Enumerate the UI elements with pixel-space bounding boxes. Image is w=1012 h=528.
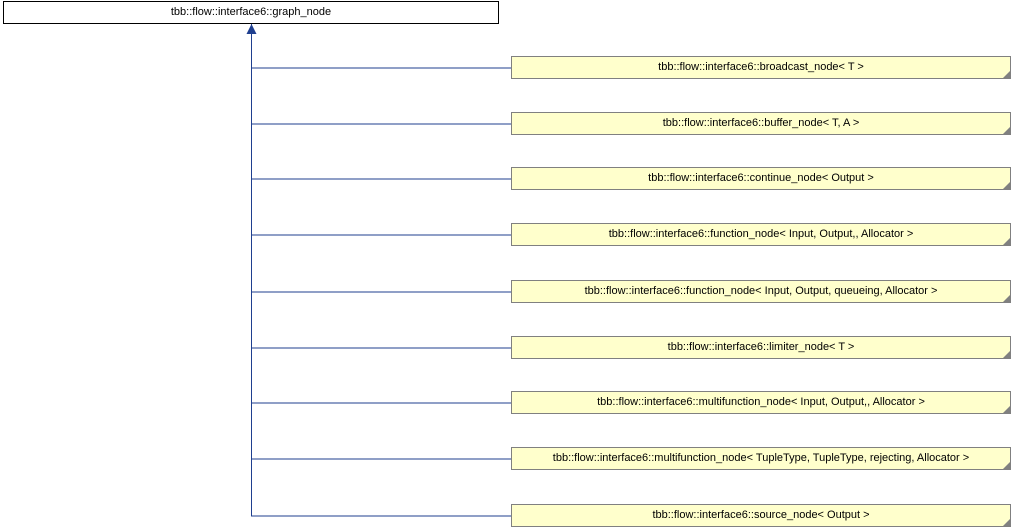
node-label: tbb::flow::interface6::multifunction_node< TupleType, TupleType, rejecting, Allocator > bbox=[552, 452, 970, 465]
node-label: tbb::flow::interface6::broadcast_node< T > bbox=[658, 61, 864, 74]
node-label: tbb::flow::interface6::graph_node bbox=[170, 6, 332, 19]
node-label: tbb::flow::interface6::limiter_node< T > bbox=[667, 341, 855, 354]
inheritance-arrowhead bbox=[247, 24, 257, 34]
derived-class-node-0[interactable] bbox=[511, 56, 1011, 79]
derived-class-node-2[interactable] bbox=[511, 167, 1011, 190]
node-label: tbb::flow::interface6::source_node< Output > bbox=[652, 509, 870, 522]
derived-class-node-3[interactable] bbox=[511, 223, 1011, 246]
template-corner-icon bbox=[1003, 295, 1010, 302]
template-corner-icon bbox=[1003, 406, 1010, 413]
template-corner-icon bbox=[1003, 127, 1010, 134]
template-corner-icon bbox=[1003, 238, 1010, 245]
derived-class-node-7[interactable] bbox=[511, 447, 1011, 470]
derived-class-node-8[interactable] bbox=[511, 504, 1011, 527]
template-corner-icon bbox=[1003, 182, 1010, 189]
node-label: tbb::flow::interface6::continue_node< Output > bbox=[648, 172, 874, 185]
template-corner-icon bbox=[1003, 351, 1010, 358]
node-label: tbb::flow::interface6::function_node< Input, Output, queueing, Allocator > bbox=[584, 285, 938, 298]
template-corner-icon bbox=[1003, 71, 1010, 78]
template-corner-icon bbox=[1003, 462, 1010, 469]
derived-class-node-5[interactable] bbox=[511, 336, 1011, 359]
node-label: tbb::flow::interface6::function_node< Input, Output,, Allocator > bbox=[608, 228, 914, 241]
node-label: tbb::flow::interface6::multifunction_node< Input, Output,, Allocator > bbox=[597, 396, 925, 409]
template-corner-icon bbox=[1003, 519, 1010, 526]
base-class-node[interactable] bbox=[3, 1, 499, 24]
node-label: tbb::flow::interface6::buffer_node< T, A > bbox=[662, 117, 860, 130]
derived-class-node-1[interactable] bbox=[511, 112, 1011, 135]
derived-class-node-6[interactable] bbox=[511, 391, 1011, 414]
derived-class-node-4[interactable] bbox=[511, 280, 1011, 303]
